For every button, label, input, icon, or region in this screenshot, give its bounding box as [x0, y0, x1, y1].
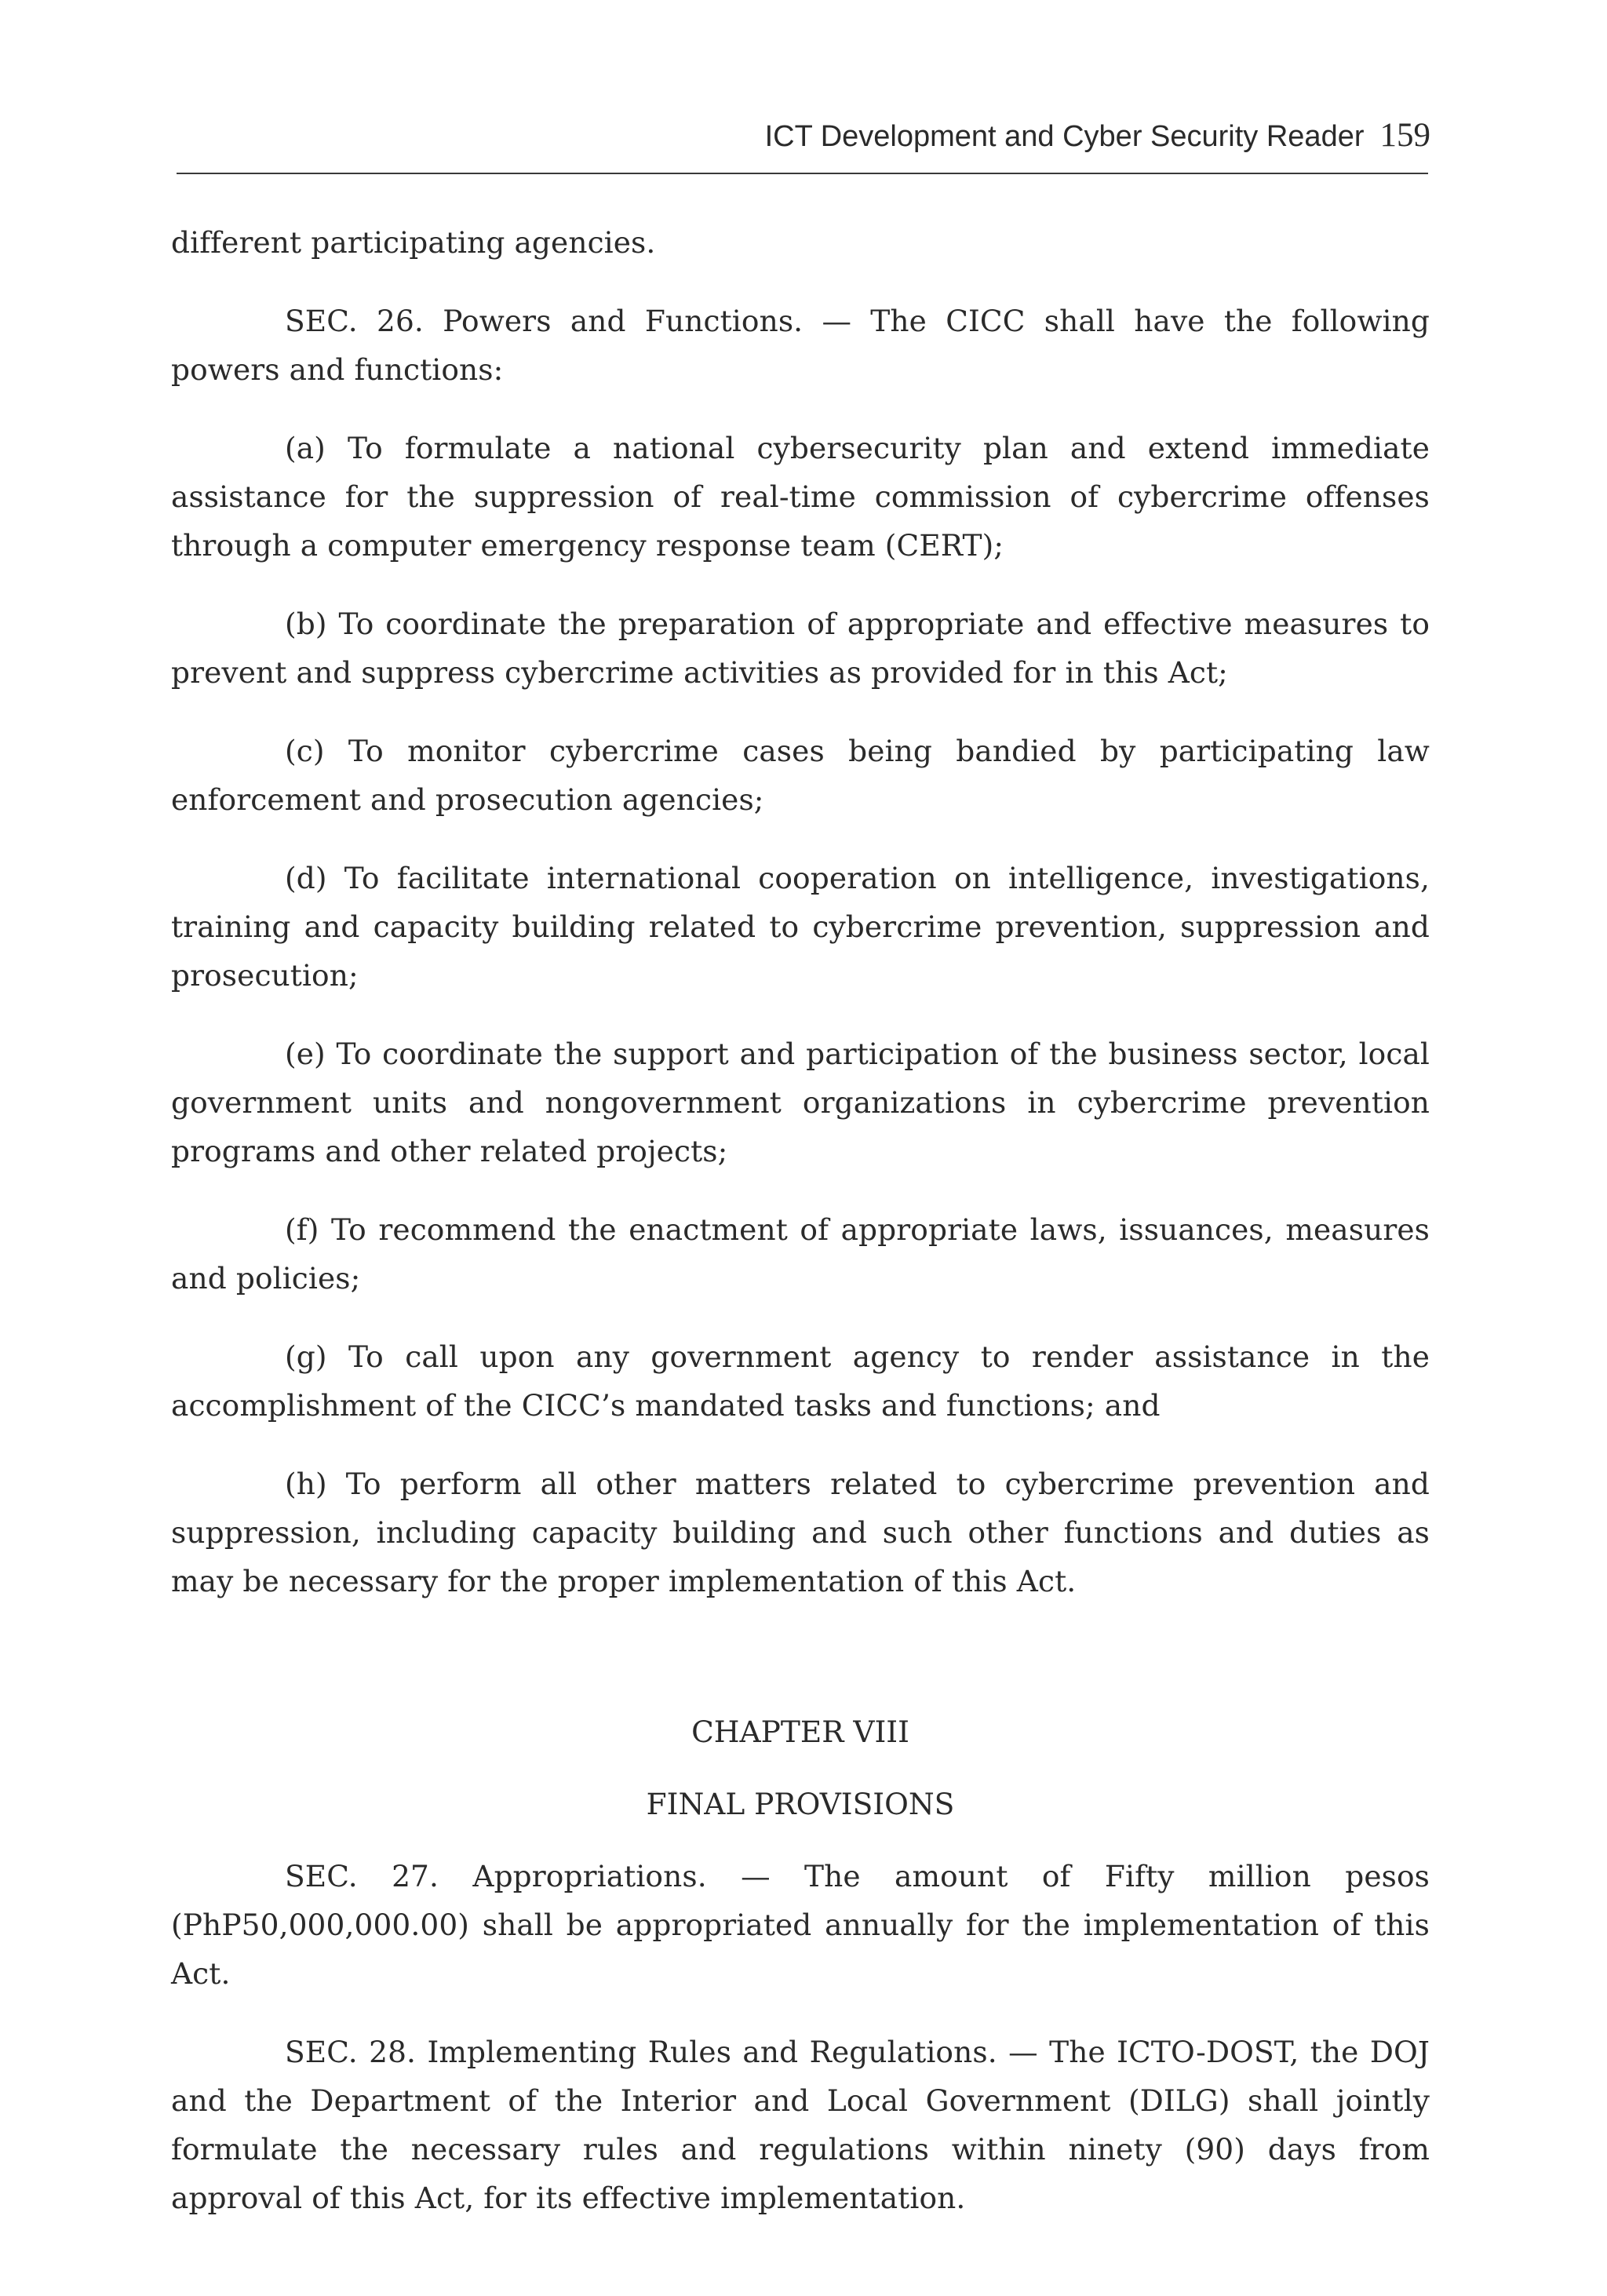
chapter-number-heading: CHAPTER VIII: [691, 1715, 909, 1749]
item-c-paragraph: (c) To monitor cybercrime cases being bandied by participating law enforcement and prosecution agencies;: [171, 734, 1430, 817]
header-rule: [177, 173, 1428, 174]
item-f-paragraph: (f) To recommend the enactment of appropriate laws, issuances, measures and policies;: [171, 1212, 1430, 1296]
item-e-paragraph: (e) To coordinate the support and participation of the business sector, local government units and nongovernment organizations in cybercrime prevention programs and other related projects;: [171, 1037, 1430, 1168]
header-title: ICT Development and Cyber Security Reader: [764, 120, 1365, 153]
item-g-paragraph: (g) To call upon any government agency to render assistance in the accomplishment of the CICC’s mandated tasks and functions; and: [171, 1339, 1430, 1423]
section-28-paragraph: SEC. 28. Implementing Rules and Regulations. — The ICTO-DOST, the DOJ and the Department of the Interior and Local Government (DILG) shall jointly formulate the necessary rules and regulations within ninety (90) days from approval of this Act, for its effective implementation.: [171, 2035, 1430, 2215]
section-27-paragraph: SEC. 27. Appropriations. — The amount of Fifty million pesos (PhP50,000,000.00) shall be appropriated annually for the implementation of this Act.: [171, 1859, 1430, 1991]
paragraph-continuation: different participating agencies.: [171, 225, 656, 260]
chapter-title-heading: FINAL PROVISIONS: [646, 1787, 955, 1821]
running-header: [177, 116, 1430, 163]
section-26-paragraph: SEC. 26. Powers and Functions. — The CICC shall have the following powers and functions:: [171, 304, 1430, 387]
item-a-paragraph: (a) To formulate a national cybersecurity plan and extend immediate assistance for the suppression of real-time commission of cybercrime offenses through a computer emergency response team (CERT);: [171, 431, 1430, 563]
chapter-spacer: [171, 1635, 1430, 1707]
body-text: [171, 218, 1430, 2252]
page-number: 159: [1379, 117, 1430, 154]
item-h-paragraph: (h) To perform all other matters related to cybercrime prevention and suppression, including capacity building and such other functions and duties as may be necessary for the proper implementation of this Act.: [171, 1467, 1430, 1598]
item-d-paragraph: (d) To facilitate international cooperation on intelligence, investigations, training and capacity building related to cybercrime prevention, suppression and prosecution;: [171, 861, 1430, 993]
item-b-paragraph: (b) To coordinate the preparation of appropriate and effective measures to prevent and suppress cybercrime activities as provided for in this Act;: [171, 607, 1430, 690]
